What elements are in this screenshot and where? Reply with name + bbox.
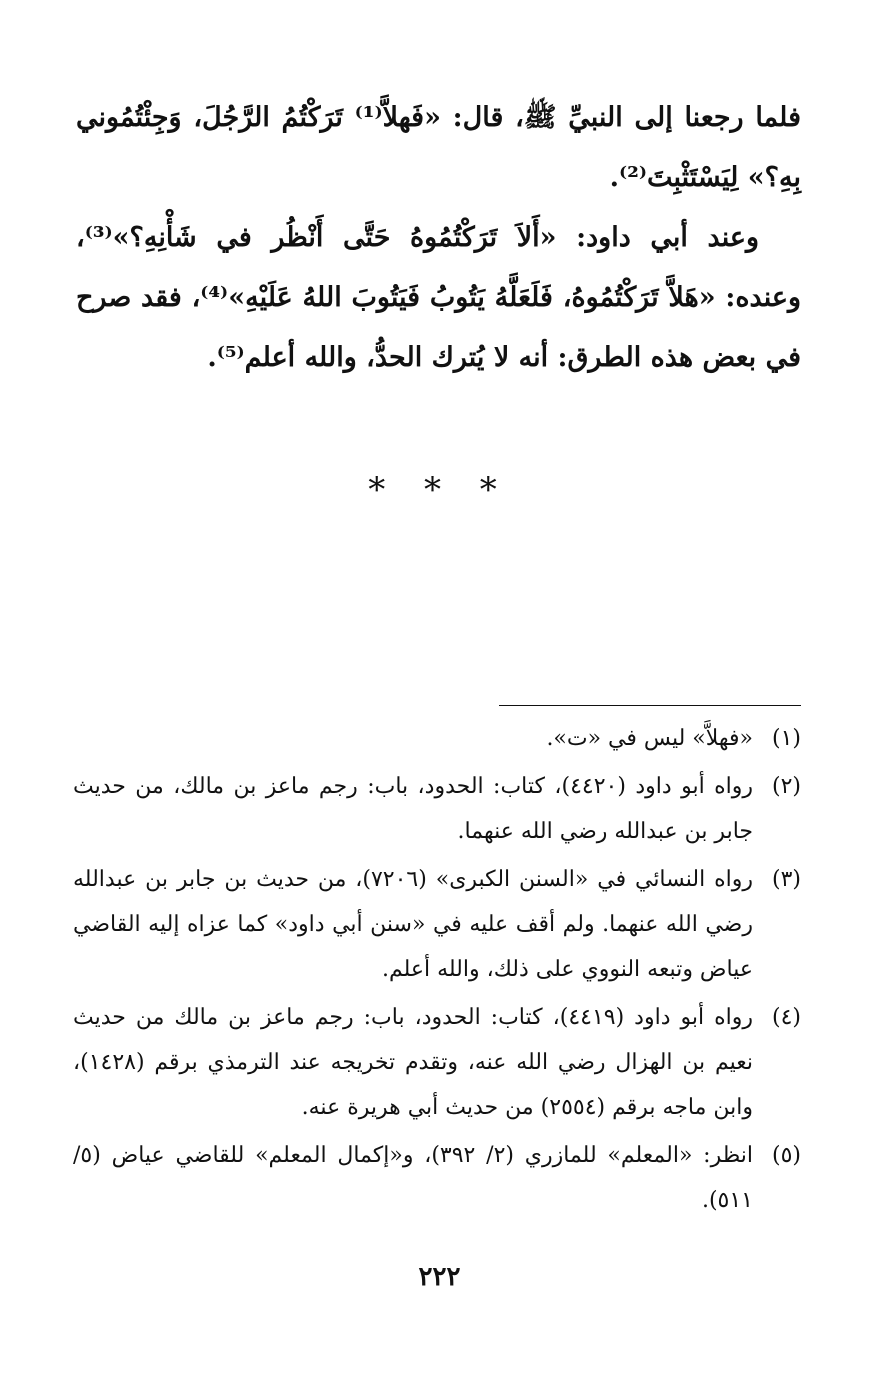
footnote-item [73,716,801,761]
section-separator: * * * [368,470,511,510]
footnote-number: (٤) [771,1005,801,1030]
footnote-item [73,857,801,992]
footnote-text: رواه أبو داود (٤٤٢٠)، كتاب: الحدود، باب: رجم ماعز بن مالك، من حديث جابر بن عبدالله رضي الله عنهما. [73,774,753,844]
main-paragraph-2: وعند أبي داود: «أَلاَ تَرَكْتُمُوهُ حَتَّى أَنْظُر في شَأْنِهِ؟»⁽³⁾، وعنده: «هَلاَّ تَرَكْتُمُوهُ، فَلَعَلَّهُ يَتُوبُ فَيَتُوبَ اللهُ عَلَيْهِ»⁽⁴⁾، فقد صرح في بعض هذه الطرق: أنه لا يُترك الحدُّ، والله أعلم⁽⁵⁾. [76,222,801,373]
footnote-number: (٢) [771,774,801,799]
main-paragraph-1: فلما رجعنا إلى النبيِّ ﷺ، قال: «فَهلاَّ⁽¹⁾ تَرَكْتُمُ الرَّجُلَ، وَجِئْتُمُوني بِهِ؟» لِيَسْتَثْبِتَ⁽²⁾. [76,102,802,193]
footnote-number: (٥) [771,1143,801,1168]
footnote-divider [499,705,801,706]
footnote-text: «فهلاَّ» ليس في «ت». [546,726,753,751]
footnote-text: رواه أبو داود (٤٤١٩)، كتاب: الحدود، باب: رجم ماعز بن مالك من حديث نعيم بن الهزال رضي الله عنه، وتقدم تخريجه عند الترمذي برقم (١٤٢٨)، وابن ماجه برقم (٢٥٥٤) من حديث أبي هريرة عنه. [73,1005,753,1120]
footnote-item [73,995,801,1130]
footnote-text: انظر: «المعلم» للمازري (٢/ ٣٩٢)، و«إكمال المعلم» للقاضي عياض (٥/ ٥١١). [73,1143,754,1213]
footnote-number: (٣) [771,867,801,892]
footnote-number: (١) [771,726,801,751]
main-text [76,88,801,388]
footnote-item [73,1133,801,1223]
footnote-item [73,764,801,854]
footnote-text: رواه النسائي في «السنن الكبرى» (٧٢٠٦)، من حديث بن جابر بن عبدالله رضي الله عنهما. ولم أقف عليه في «سنن أبي داود» كما عزاه إليه القاضي عياض وتبعه النووي على ذلك، والله أعلم. [73,867,754,982]
footnotes [73,716,801,1226]
page-number: ٢٢٢ [418,1262,461,1292]
